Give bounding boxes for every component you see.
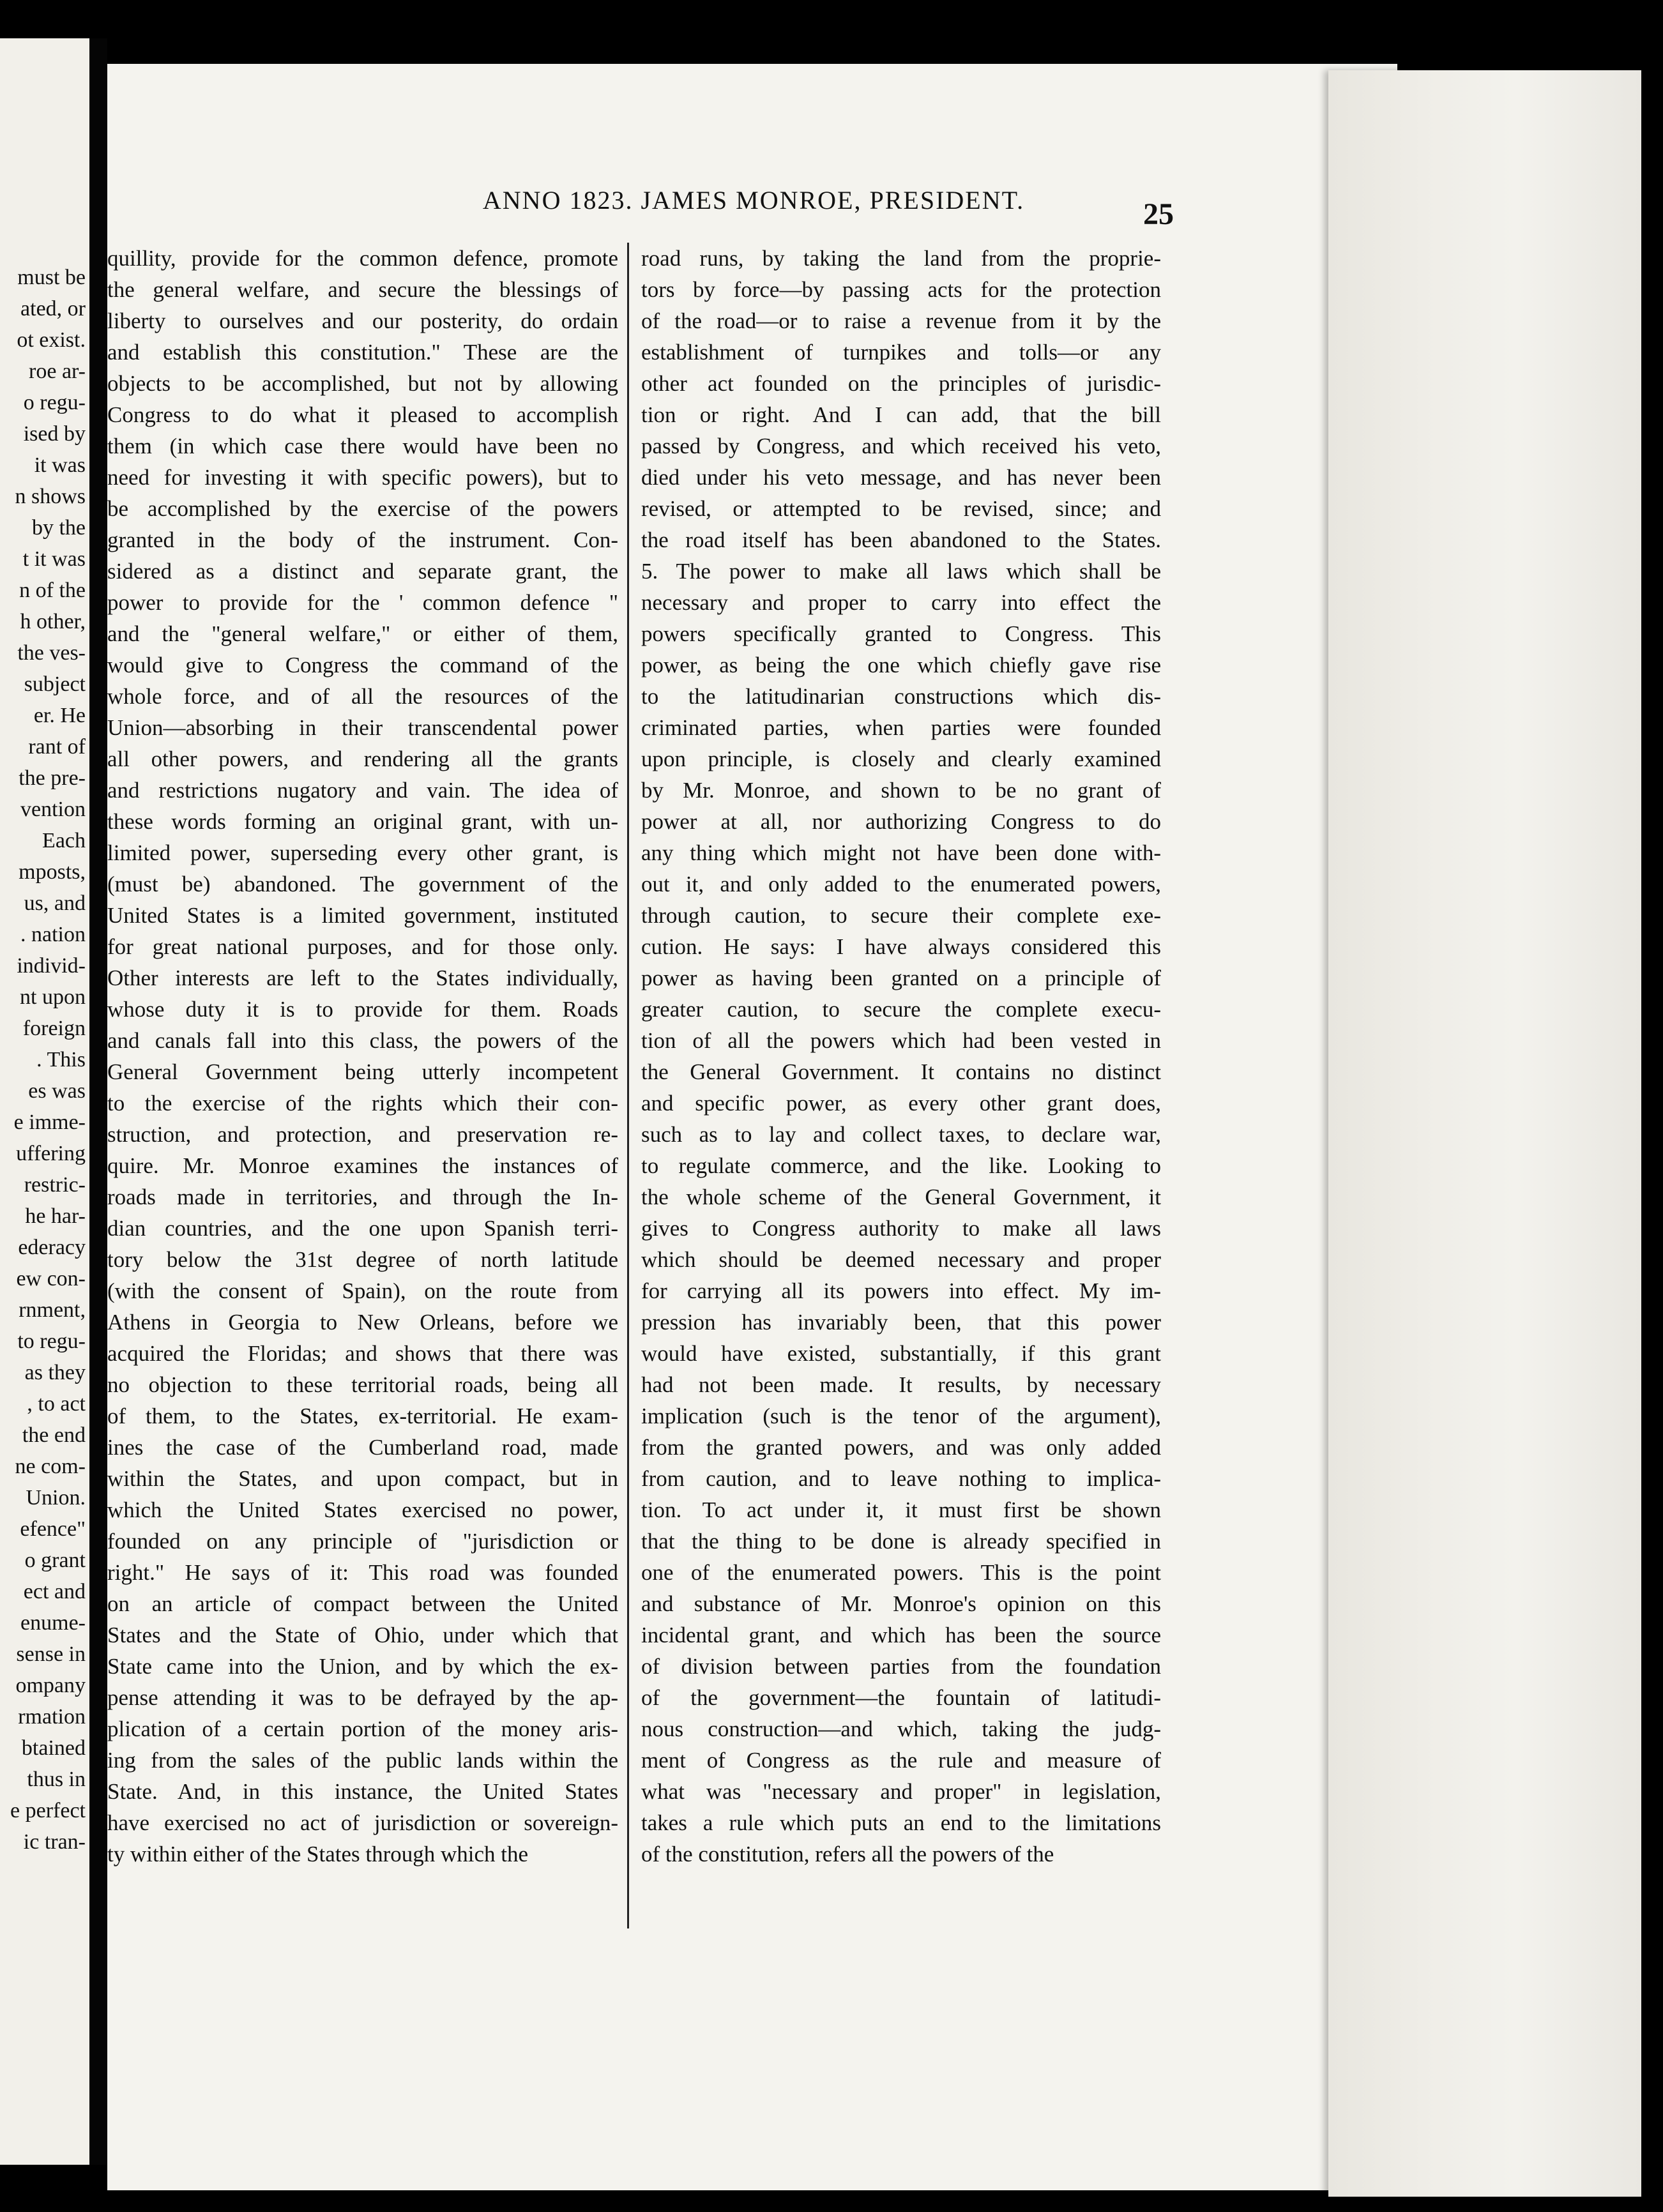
text-column-right (641, 243, 1161, 1870)
facing-page-line: o grant (24, 1549, 86, 1572)
running-head: ANNO 1823. JAMES MONROE, PRESIDENT. (482, 186, 1025, 215)
text-line: limited power, superseding every other grant, is (107, 840, 618, 865)
facing-page-line: mposts, (19, 860, 86, 884)
text-line: quillity, provide for the common defence, promote (107, 246, 618, 271)
text-line: would give to Congress the command of the (107, 653, 618, 678)
facing-page-line: rnment, (19, 1298, 86, 1322)
text-line: these words forming an original grant, with un- (107, 809, 618, 834)
text-line: and substance of Mr. Monroe's opinion on this (641, 1591, 1161, 1616)
text-line: tory below the 31st degree of north latitude (107, 1247, 618, 1272)
text-line: for carrying all its powers into effect. My im- (641, 1278, 1161, 1303)
text-line: the general welfare, and secure the blessings of (107, 277, 618, 302)
facing-page-line: must be (17, 266, 86, 289)
text-line: ment of Congress as the rule and measure of (641, 1748, 1161, 1773)
text-line: struction, and protection, and preservation re- (107, 1122, 618, 1147)
text-line: would have existed, substantially, if this grant (641, 1341, 1161, 1366)
text-line: roads made in territories, and through the In- (107, 1185, 618, 1209)
text-line: (must be) abandoned. The government of the (107, 872, 618, 897)
facing-page-line: individ- (17, 954, 86, 978)
text-line: which should be deemed necessary and proper (641, 1247, 1161, 1272)
text-line: of the government—the fountain of latitudi- (641, 1685, 1161, 1710)
text-line: any thing which might not have been done with- (641, 840, 1161, 865)
facing-page-line: ompany (15, 1674, 86, 1697)
text-line: that the thing to be done is already specified in (641, 1529, 1161, 1554)
facing-page-line: it was (34, 453, 86, 477)
facing-page-line: us, and (24, 891, 86, 915)
facing-page-text (10, 262, 86, 1858)
facing-page-line: ew con- (16, 1267, 86, 1291)
facing-page-line: ederacy (18, 1236, 86, 1259)
facing-page-line: vention (20, 798, 86, 821)
text-line: pense attending it was to be defrayed by the ap- (107, 1685, 618, 1710)
text-line: to the exercise of the rights which their con- (107, 1091, 618, 1116)
text-line: from caution, and to leave nothing to implica- (641, 1466, 1161, 1491)
text-line: and restrictions nugatory and vain. The idea of (107, 778, 618, 803)
facing-page-line: ect and (23, 1580, 86, 1603)
text-line: founded on any principle of "jurisdiction or (107, 1529, 618, 1554)
text-line: through caution, to secure their complete exe- (641, 903, 1161, 928)
text-line: the road itself has been abandoned to the States. (641, 527, 1161, 552)
facing-page-line: enume- (20, 1611, 86, 1635)
text-line: whole force, and of all the resources of the (107, 684, 618, 709)
text-line: powers specifically granted to Congress. This (641, 621, 1161, 646)
text-line: tors by force—by passing acts for the protection (641, 277, 1161, 302)
text-line: sidered as a distinct and separate grant, the (107, 559, 618, 584)
text-line: power, as being the one which chiefly gave rise (641, 653, 1161, 678)
text-line: had not been made. It results, by necessary (641, 1372, 1161, 1397)
text-line: liberty to ourselves and our posterity, do ordain (107, 308, 618, 333)
text-line: pression has invariably been, that this power (641, 1310, 1161, 1335)
text-line: Athens in Georgia to New Orleans, before we (107, 1310, 618, 1335)
text-line: and canals fall into this class, the powers of the (107, 1028, 618, 1053)
text-line: the whole scheme of the General Government, it (641, 1185, 1161, 1209)
text-line: Congress to do what it pleased to accomplish (107, 402, 618, 427)
facing-page-line: subject (24, 672, 86, 696)
text-line: the General Government. It contains no distinct (641, 1059, 1161, 1084)
facing-page-line: efence" (20, 1517, 86, 1541)
text-line: power at all, nor authorizing Congress to do (641, 809, 1161, 834)
facing-page-line: rant of (28, 735, 86, 759)
facing-page-line: as they (24, 1361, 86, 1384)
text-line: incidental grant, and which has been the source (641, 1623, 1161, 1648)
text-line: road runs, by taking the land from the proprie- (641, 246, 1161, 271)
facing-page-line: n of the (19, 579, 86, 602)
facing-page-line: the pre- (19, 766, 86, 790)
text-line: 5. The power to make all laws which shall be (641, 559, 1161, 584)
facing-page-line: er. He (33, 704, 86, 727)
text-line: no objection to these territorial roads, being all (107, 1372, 618, 1397)
text-line: one of the enumerated powers. This is the point (641, 1560, 1161, 1585)
facing-page-line: nt upon (20, 985, 86, 1009)
facing-page-line: . nation (20, 923, 86, 946)
text-line: necessary and proper to carry into effect the (641, 590, 1161, 615)
text-column-left (107, 243, 618, 1870)
text-line: need for investing it with specific powers), but to (107, 465, 618, 490)
facing-page-line: Each (42, 829, 86, 852)
text-line: States and the State of Ohio, under which that (107, 1623, 618, 1648)
facing-page-line: h other, (20, 610, 86, 633)
text-line: State. And, in this instance, the United States (107, 1779, 618, 1804)
facing-page-line: e perfect (10, 1799, 86, 1822)
text-line: tion of all the powers which had been vested in (641, 1028, 1161, 1053)
facing-page-line: btained (21, 1736, 86, 1760)
text-line: granted in the body of the instrument. Con- (107, 527, 618, 552)
text-line: them (in which case there would have been no (107, 434, 618, 458)
text-line: United States is a limited government, instituted (107, 903, 618, 928)
facing-page-line: t it was (22, 547, 86, 571)
text-line: takes a rule which puts an end to the limitations (641, 1810, 1161, 1835)
text-line: and specific power, as every other grant does, (641, 1091, 1161, 1116)
text-line: State came into the Union, and by which the ex- (107, 1654, 618, 1679)
text-line: acquired the Floridas; and shows that there was (107, 1341, 618, 1366)
text-line: (with the consent of Spain), on the route from (107, 1278, 618, 1303)
text-line: Other interests are left to the States individually, (107, 966, 618, 990)
facing-page-line: ot exist. (17, 328, 86, 352)
text-line: to the latitudinarian constructions which dis- (641, 684, 1161, 709)
facing-page-line: sense in (16, 1642, 86, 1666)
facing-page-line: n shows (15, 485, 86, 508)
page-number: 25 (1143, 197, 1174, 231)
facing-page-line: uffering (16, 1142, 86, 1165)
text-line: and the "general welfare," or either of them, (107, 621, 618, 646)
text-line: of the road—or to raise a revenue from it by the (641, 308, 1161, 333)
facing-page-line: , to act (27, 1392, 86, 1416)
text-line: what was "necessary and proper" in legislation, (641, 1779, 1161, 1804)
facing-page-line: the end (22, 1423, 86, 1447)
text-line: tion or right. And I can add, that the bill (641, 402, 1161, 427)
text-line: objects to be accomplished, but not by allowing (107, 371, 618, 396)
facing-page-fragment (0, 38, 89, 2165)
facing-page-line: ic tran- (23, 1830, 86, 1854)
text-line: ty within either of the States through which the (107, 1842, 529, 1867)
facing-page-line: e imme- (13, 1110, 86, 1134)
text-line: plication of a certain portion of the money aris- (107, 1716, 618, 1741)
text-line: revised, or attempted to be revised, since; and (641, 496, 1161, 521)
facing-page-line: the ves- (17, 641, 86, 665)
facing-page-line: . This (36, 1048, 86, 1072)
text-line: within the States, and upon compact, but in (107, 1466, 618, 1491)
column-divider (627, 243, 629, 1928)
text-line: to regulate commerce, and the like. Looking to (641, 1153, 1161, 1178)
facing-page-line: ated, or (20, 297, 86, 321)
text-line: power to provide for the ' common defence " (107, 590, 618, 615)
facing-page-line: rmation (18, 1705, 86, 1729)
text-line: whose duty it is to provide for them. Roads (107, 997, 618, 1022)
text-line: of the constitution, refers all the powers of the (641, 1842, 1054, 1867)
text-line: and establish this constitution." These are the (107, 340, 618, 365)
text-line: cution. He says: I have always considered this (641, 934, 1161, 959)
facing-page-line: ised by (23, 422, 86, 446)
text-line: right." He says of it: This road was founded (107, 1560, 618, 1585)
text-line: power as having been granted on a principle of (641, 966, 1161, 990)
text-line: all other powers, and rendering all the grants (107, 746, 618, 771)
text-line: other act founded on the principles of jurisdic- (641, 371, 1161, 396)
text-line: gives to Congress authority to make all laws (641, 1216, 1161, 1241)
text-line: ing from the sales of the public lands within the (107, 1748, 618, 1773)
text-line: criminated parties, when parties were founded (641, 715, 1161, 740)
text-line: nous construction—and which, taking the judg- (641, 1716, 1161, 1741)
text-line: from the granted powers, and was only added (641, 1435, 1161, 1460)
page-edge-stack (1328, 70, 1641, 2197)
facing-page-line: he har- (25, 1204, 86, 1228)
facing-page-line: roe ar- (29, 360, 86, 383)
text-line: of division between parties from the foundation (641, 1654, 1161, 1679)
text-line: establishment of turnpikes and tolls—or any (641, 340, 1161, 365)
text-line: ines the case of the Cumberland road, made (107, 1435, 618, 1460)
text-line: implication (such is the tenor of the argument), (641, 1404, 1161, 1428)
text-line: passed by Congress, and which received his veto, (641, 434, 1161, 458)
facing-page-line: Union. (26, 1486, 86, 1510)
text-line: quire. Mr. Monroe examines the instances of (107, 1153, 618, 1178)
facing-page-line: es was (28, 1079, 86, 1103)
text-line: be accomplished by the exercise of the powers (107, 496, 618, 521)
text-line: Union—absorbing in their transcendental power (107, 715, 618, 740)
text-line: of them, to the States, ex-territorial. He exam- (107, 1404, 618, 1428)
text-line: General Government being utterly incompetent (107, 1059, 618, 1084)
text-line: such as to lay and collect taxes, to declare war, (641, 1122, 1161, 1147)
text-line: have exercised no act of jurisdiction or sovereign- (107, 1810, 618, 1835)
text-line: out it, and only added to the enumerated powers, (641, 872, 1161, 897)
text-line: dian countries, and the one upon Spanish terri- (107, 1216, 618, 1241)
text-line: died under his veto message, and has never been (641, 465, 1161, 490)
text-line: for great national purposes, and for those only. (107, 934, 618, 959)
text-line: upon principle, is closely and clearly examined (641, 746, 1161, 771)
facing-page-line: to regu- (17, 1329, 86, 1353)
book-gutter (89, 38, 107, 2165)
facing-page-line: restric- (24, 1173, 86, 1197)
text-line: tion. To act under it, it must first be shown (641, 1497, 1161, 1522)
text-line: greater caution, to secure the complete execu- (641, 997, 1161, 1022)
text-line: by Mr. Monroe, and shown to be no grant of (641, 778, 1161, 803)
facing-page-line: ne com- (15, 1455, 86, 1478)
text-line: which the United States exercised no power, (107, 1497, 618, 1522)
facing-page-line: foreign (22, 1017, 86, 1040)
facing-page-line: o regu- (23, 391, 86, 414)
facing-page-line: thus in (27, 1768, 86, 1791)
facing-page-line: by the (31, 516, 86, 540)
text-line: on an article of compact between the United (107, 1591, 618, 1616)
